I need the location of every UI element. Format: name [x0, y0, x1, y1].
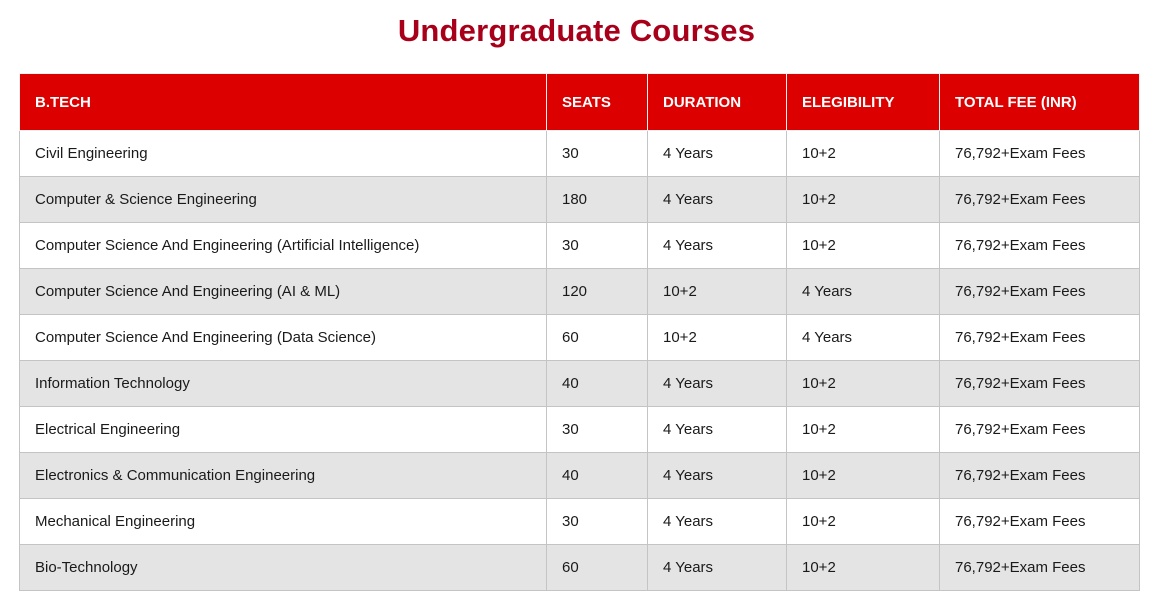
duration-cell: 10+2 [648, 315, 787, 361]
course-name-cell: Mechanical Engineering [20, 499, 547, 545]
table-body [20, 131, 1140, 591]
seats-cell: 120 [547, 269, 648, 315]
eligibility-cell: 10+2 [787, 545, 940, 591]
duration-cell: 4 Years [648, 453, 787, 499]
duration-cell: 4 Years [648, 223, 787, 269]
eligibility-cell: 10+2 [787, 453, 940, 499]
table-header [20, 74, 1140, 131]
course-name-cell: Computer Science And Engineering (Data Science) [20, 315, 547, 361]
total-fee-cell: 76,792+Exam Fees [940, 177, 1140, 223]
total-fee-cell: 76,792+Exam Fees [940, 453, 1140, 499]
table-row [20, 131, 1140, 177]
course-name-cell: Information Technology [20, 361, 547, 407]
course-name-cell: Electrical Engineering [20, 407, 547, 453]
course-name-cell: Computer Science And Engineering (Artificial Intelligence) [20, 223, 547, 269]
eligibility-cell: 4 Years [787, 315, 940, 361]
page-title: Undergraduate Courses [397, 13, 756, 48]
eligibility-cell: 10+2 [787, 499, 940, 545]
course-name-cell: Bio-Technology [20, 545, 547, 591]
table-row [20, 545, 1140, 591]
seats-cell: 30 [547, 407, 648, 453]
duration-cell: 10+2 [648, 269, 787, 315]
table-row [20, 407, 1140, 453]
seats-cell: 40 [547, 453, 648, 499]
seats-cell: 30 [547, 131, 648, 177]
course-name-cell: Computer Science And Engineering (AI & ML) [20, 269, 547, 315]
total-fee-cell: 76,792+Exam Fees [940, 407, 1140, 453]
seats-cell: 60 [547, 545, 648, 591]
header-duration: DURATION [648, 74, 787, 131]
seats-cell: 30 [547, 223, 648, 269]
eligibility-cell: 4 Years [787, 269, 940, 315]
total-fee-cell: 76,792+Exam Fees [940, 223, 1140, 269]
duration-cell: 4 Years [648, 131, 787, 177]
total-fee-cell: 76,792+Exam Fees [940, 545, 1140, 591]
header-row [20, 74, 1140, 131]
table-row [20, 177, 1140, 223]
header-course: B.TECH [20, 74, 547, 131]
duration-cell: 4 Years [648, 407, 787, 453]
courses-table [19, 73, 1140, 591]
header-seats: SEATS [547, 74, 648, 131]
course-name-cell: Civil Engineering [20, 131, 547, 177]
course-name-cell: Electronics & Communication Engineering [20, 453, 547, 499]
table-row [20, 453, 1140, 499]
total-fee-cell: 76,792+Exam Fees [940, 499, 1140, 545]
seats-cell: 40 [547, 361, 648, 407]
eligibility-cell: 10+2 [787, 177, 940, 223]
eligibility-cell: 10+2 [787, 223, 940, 269]
duration-cell: 4 Years [648, 177, 787, 223]
table-row [20, 499, 1140, 545]
courses-table-container [19, 73, 1139, 591]
total-fee-cell: 76,792+Exam Fees [940, 131, 1140, 177]
table-row [20, 315, 1140, 361]
duration-cell: 4 Years [648, 361, 787, 407]
course-name-cell: Computer & Science Engineering [20, 177, 547, 223]
seats-cell: 30 [547, 499, 648, 545]
duration-cell: 4 Years [648, 545, 787, 591]
duration-cell: 4 Years [648, 499, 787, 545]
total-fee-cell: 76,792+Exam Fees [940, 315, 1140, 361]
table-row [20, 361, 1140, 407]
table-row [20, 223, 1140, 269]
header-eligibility: ELEGIBILITY [787, 74, 940, 131]
header-total-fee: TOTAL FEE (INR) [940, 74, 1140, 131]
total-fee-cell: 76,792+Exam Fees [940, 361, 1140, 407]
eligibility-cell: 10+2 [787, 407, 940, 453]
table-row [20, 269, 1140, 315]
eligibility-cell: 10+2 [787, 361, 940, 407]
eligibility-cell: 10+2 [787, 131, 940, 177]
seats-cell: 180 [547, 177, 648, 223]
total-fee-cell: 76,792+Exam Fees [940, 269, 1140, 315]
seats-cell: 60 [547, 315, 648, 361]
